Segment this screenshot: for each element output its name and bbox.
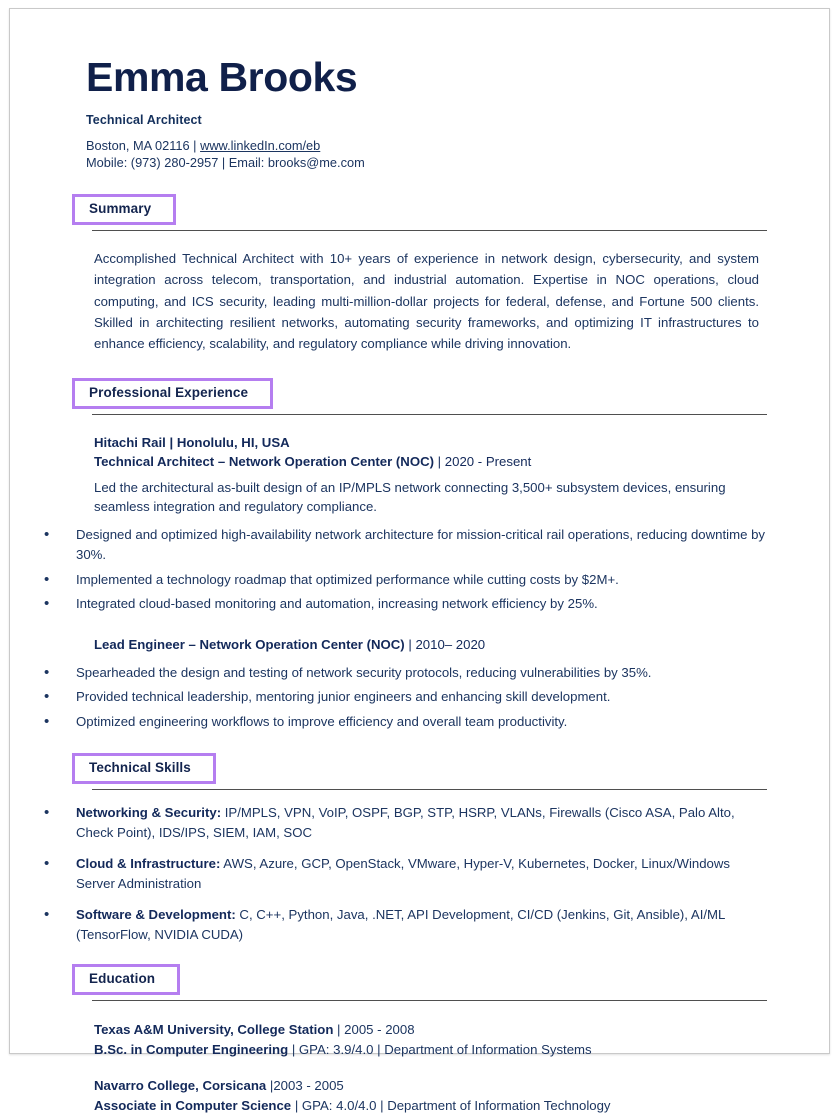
section-skills <box>10 753 829 944</box>
candidate-title: Technical Architect <box>86 113 202 127</box>
resume-content <box>10 9 829 1116</box>
list-item: • Integrated cloud-based monitoring and automation, increasing network efficiency by 25%. <box>44 594 765 614</box>
candidate-name: Emma Brooks <box>86 54 358 100</box>
job-bullet-list <box>10 663 829 732</box>
skill-detail: C, C++, Python, Java, .NET, API Development, CI/CD (Jenkins, Git, Ansible), AI/ML (TensorFlow, NVIDIA CUDA) <box>76 907 725 942</box>
job-role: Lead Engineer – Network Operation Center (NOC) <box>94 636 405 652</box>
education-degree-detail: | GPA: 3.9/4.0 | Department of Information Systems <box>288 1041 592 1057</box>
skills-heading-box <box>72 753 216 784</box>
skill-detail: IP/MPLS, VPN, VoIP, OSPF, BGP, STP, HSRP, VLANs, Firewalls (Cisco ASA, Palo Alto, Check Point), IDS/IPS, SIEM, IAM, SOC <box>76 805 735 840</box>
education-heading-label: Education <box>89 970 156 986</box>
skills-list <box>10 803 829 944</box>
list-item: • Implemented a technology roadmap that optimized performance while cutting costs by $2M+. <box>44 570 765 590</box>
education-dates: | 2005 - 2008 <box>333 1021 415 1037</box>
education-school: Texas A&M University, College Station <box>94 1021 334 1037</box>
summary-heading-label: Summary <box>89 200 152 216</box>
list-item <box>44 905 765 944</box>
experience-item <box>10 635 829 654</box>
education-school-line <box>94 1020 829 1040</box>
experience-heading-label: Professional Experience <box>89 384 249 400</box>
education-school: Navarro College, Corsicana <box>94 1077 267 1093</box>
list-item: • Provided technical leadership, mentoring junior engineers and enhancing skill development. <box>44 687 765 707</box>
job-role-line <box>94 635 829 654</box>
contact-block <box>10 127 829 172</box>
education-degree-line <box>94 1040 829 1060</box>
experience-divider <box>92 414 767 415</box>
education-item <box>10 1076 829 1116</box>
list-item: • Spearheaded the design and testing of network security protocols, reducing vulnerabilities by 35%. <box>44 663 765 683</box>
job-dates: 2020 - Present <box>444 453 532 469</box>
summary-heading-wrap <box>10 194 829 225</box>
section-education <box>10 964 829 1116</box>
education-degree: Associate in Computer Science <box>94 1097 292 1113</box>
education-heading-box <box>72 964 180 995</box>
education-degree: B.Sc. in Computer Engineering <box>94 1041 289 1057</box>
job-separator: | <box>434 453 445 469</box>
skill-category: Networking & Security: <box>76 805 222 821</box>
list-item <box>44 854 765 893</box>
job-dates: 2010– 2020 <box>415 636 486 652</box>
section-experience <box>10 378 829 732</box>
experience-heading-box <box>72 378 273 409</box>
experience-heading-wrap <box>10 378 829 409</box>
list-item: • Optimized engineering workflows to improve efficiency and overall team productivity. <box>44 712 765 732</box>
skills-heading-label: Technical Skills <box>89 760 191 776</box>
education-item <box>10 1020 829 1060</box>
education-school-line <box>94 1076 829 1096</box>
list-item <box>44 803 765 842</box>
linkedin-link[interactable]: www.linkedIn.com/eb <box>200 138 321 153</box>
contact-line-location <box>86 138 829 155</box>
skill-category: Cloud & Infrastructure: <box>76 856 221 872</box>
education-heading-wrap <box>10 964 829 995</box>
list-item: • Designed and optimized high-availability network architecture for mission-critical rail operations, reducing downtime by 30%. <box>44 525 765 564</box>
education-degree-line <box>94 1096 829 1116</box>
resume-header <box>10 9 829 172</box>
job-role-line <box>94 452 829 471</box>
summary-divider <box>92 230 767 231</box>
job-role: Technical Architect – Network Operation Center (NOC) <box>94 453 435 469</box>
skills-divider <box>92 789 767 790</box>
experience-item <box>10 433 829 517</box>
skills-heading-wrap <box>10 753 829 784</box>
education-dates: |2003 - 2005 <box>266 1077 344 1093</box>
job-description: Led the architectural as-built design of an IP/MPLS network connecting 3,500+ subsystem devices, ensuring seamless integration and regulatory compliance. <box>94 479 726 515</box>
education-divider <box>92 1000 767 1001</box>
job-separator: | <box>404 636 416 652</box>
job-company-line: Hitachi Rail | Honolulu, HI, USA <box>94 434 290 450</box>
section-summary <box>10 194 829 355</box>
resume-page <box>9 8 830 1113</box>
skill-detail: AWS, Azure, GCP, OpenStack, VMware, Hyper-V, Kubernetes, Docker, Linux/Windows Server Administration <box>76 856 730 891</box>
summary-heading-box <box>72 194 176 225</box>
skill-category: Software & Development: <box>76 907 236 923</box>
location-text: Boston, MA 02116 | <box>86 138 201 153</box>
summary-text: Accomplished Technical Architect with 10+ years of experience in network design, cybersecurity, and system integration across telecom, transportation, and industrial automation. Expertise in NOC operations, cloud computing, and ICS security, leading multi-million-dollar projects for federal, defense, and Fortune 500 clients. Skilled in architecting resilient networks, automating security frameworks, and optimizing IT infrastructures to enhance efficiency, scalability, and regulatory compliance while driving innovation. <box>94 250 759 352</box>
education-degree-detail: | GPA: 4.0/4.0 | Department of Information Technology <box>291 1097 611 1113</box>
job-bullet-list <box>10 525 829 613</box>
contact-line-phone-email: Mobile: (973) 280-2957 | Email: brooks@me.com <box>86 154 365 170</box>
